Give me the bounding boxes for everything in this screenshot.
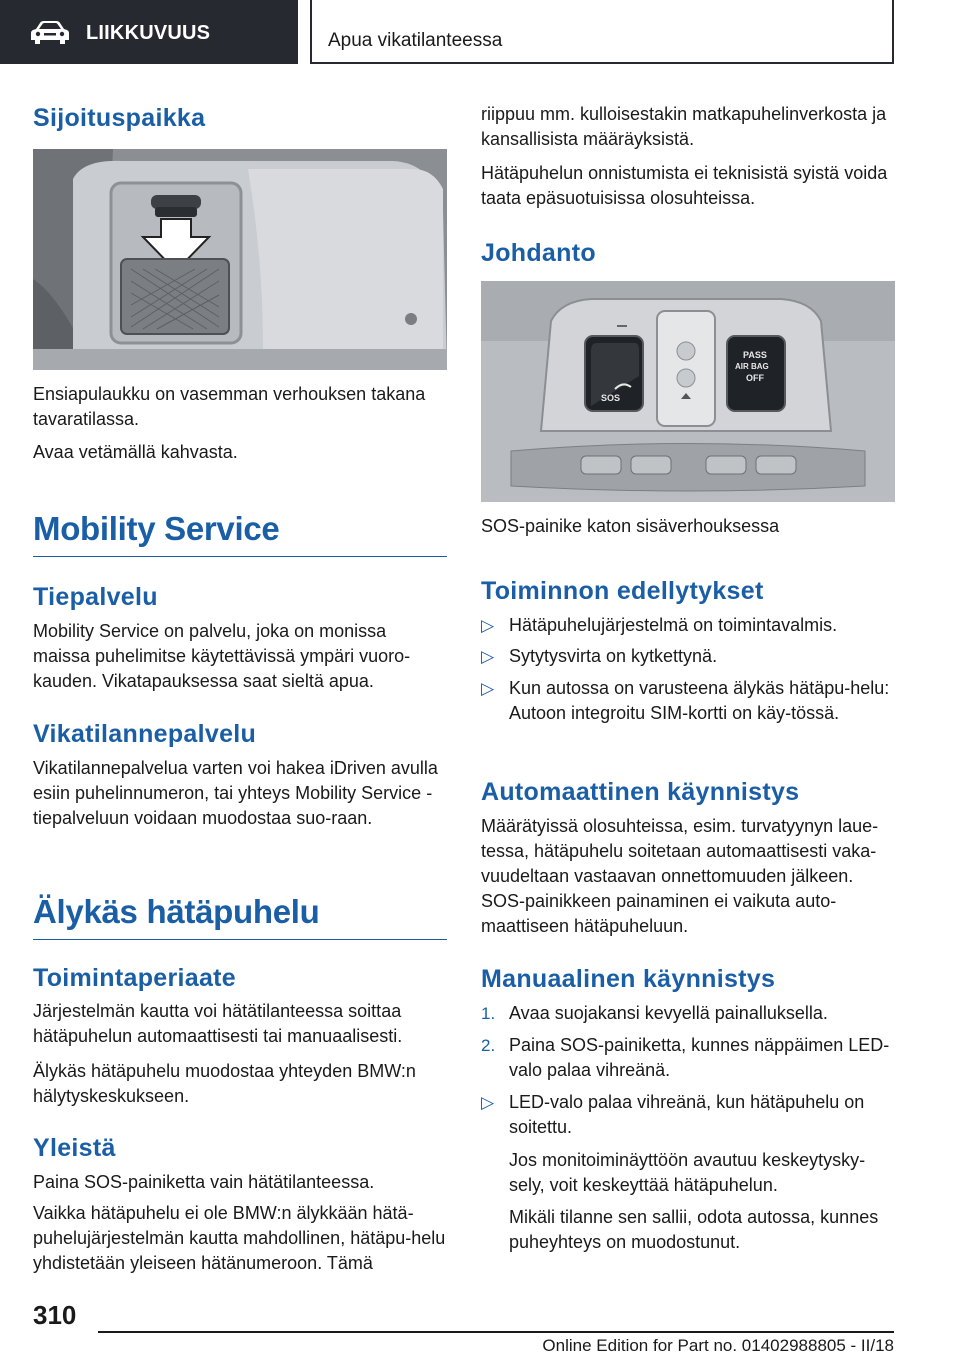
- chapter-box: [310, 0, 894, 64]
- toimintaperiaate-paragraph-2: Älykäs hätäpuhelu muodostaa yhteyden BMW:n hälytyskeskukseen.: [33, 1061, 416, 1106]
- section-label: LIIKKUVUUS: [86, 22, 211, 44]
- johdanto-heading: Johdanto: [481, 239, 596, 267]
- manual-note-text: Jos monitoiminäyttöön avautuu keskeytysky-sely, voit keskeyttää hätäpuhelun.: [509, 1150, 866, 1195]
- alykas-hatapuhelu-heading: Älykäs hätäpuhelu: [33, 893, 447, 940]
- step-number: 1.: [481, 1004, 496, 1023]
- sijoituspaikka-paragraph-1: Ensiapulaukku on vasemman verhouksen takana tavaratilassa.: [33, 384, 426, 429]
- vikatilannepalvelu-paragraph: Vikatilannepalvelua varten voi hakea iDriven avulla esiin puhelinnumeron, tai yhteys Mobility Service -tiepalveluun voidaan muodostaa suo-raan.: [33, 758, 438, 828]
- step-number: 2.: [481, 1036, 496, 1055]
- sijoituspaikka-paragraph-2: Avaa vetämällä kahvasta.: [33, 442, 238, 462]
- tiepalvelu-heading: Tiepalvelu: [33, 583, 158, 611]
- edellytykset-item-text: Kun autossa on varusteena älykäs hätäpu-helu: Autoon integroitu SIM-kortti on käy-tössä.: [509, 678, 890, 723]
- continued-paragraph-1: riippuu mm. kulloisestakin matkapuhelinverkosta ja kansallisista määräyksistä.: [481, 104, 887, 149]
- first-aid-compartment-photo: [33, 149, 447, 370]
- section-tab: [0, 0, 298, 64]
- footer-divider: [98, 1331, 894, 1333]
- yleista-paragraph-1: Paina SOS-painiketta vain hätätilanteessa.: [33, 1172, 375, 1192]
- manuaalinen-heading: Manuaalinen käynnistys: [481, 965, 776, 993]
- manual-step-text: Avaa suojakansi kevyellä painalluksella.: [509, 1003, 828, 1023]
- manual-step-text: Paina SOS-painiketta, kunnes näppäimen LED-valo palaa vihreänä.: [509, 1035, 890, 1080]
- triangle-bullet-icon: ▷: [481, 1093, 495, 1112]
- manual-note-text: Mikäli tilanne sen sallii, odota autossa, kunnes puheyhteys on muodostunut.: [509, 1207, 879, 1252]
- vikatilannepalvelu-heading: Vikatilannepalvelu: [33, 720, 257, 748]
- edition-info: Online Edition for Part no. 01402988805 - II/18: [542, 1336, 894, 1355]
- automaattinen-paragraph: Määrätyissä olosuhteissa, esim. turvatyynyn laue-tessa, hätäpuhelu soitetaan automaattisesti vaka-vuudeltaan vastaavan onnettomuuden jälkeen. SOS-painikkeen painaminen ei vaikuta auto-maattiseen hätäpuheluun.: [481, 816, 879, 936]
- sos-label: SOS: [601, 393, 621, 403]
- tiepalvelu-paragraph: Mobility Service on palvelu, joka on monissa maissa puhelimitse käytettävissä ympäri vuoro-kauden. Vikatapauksessa saat sieltä apua.: [33, 621, 411, 691]
- automaattinen-heading: Automaattinen käynnistys: [481, 778, 800, 806]
- page-number: 310: [33, 1300, 77, 1330]
- yleista-heading: Yleistä: [33, 1134, 116, 1162]
- triangle-bullet-icon: ▷: [481, 647, 495, 666]
- yleista-paragraph-2: Vaikka hätäpuhelu ei ole BMW:n älykkään hätä-puhelujärjestelmän kautta mahdollinen, hätäpu-helu yhdistetään yleiseen hätänumeroon. Tämä: [33, 1203, 446, 1273]
- mobility-service-heading: Mobility Service: [33, 510, 447, 557]
- sos-button-photo: [481, 281, 895, 502]
- toimintaperiaate-heading: Toimintaperiaate: [33, 964, 236, 992]
- page-header: [0, 0, 960, 66]
- pass-label: PASS: [743, 350, 767, 360]
- off-label: OFF: [746, 373, 764, 383]
- triangle-bullet-icon: ▷: [481, 679, 495, 698]
- edellytykset-item-text: Hätäpuhelujärjestelmä on toimintavalmis.: [509, 615, 838, 635]
- airbag-label: AIR BAG: [735, 362, 769, 371]
- edellytykset-item-text: Sytytysvirta on kytkettynä.: [509, 646, 718, 666]
- manual-result-text: LED-valo palaa vihreänä, kun hätäpuhelu on soitettu.: [509, 1092, 865, 1137]
- triangle-bullet-icon: ▷: [481, 616, 495, 635]
- toimintaperiaate-paragraph-1: Järjestelmän kautta voi hätätilanteessa soittaa hätäpuhelun automaattisesti tai manuaalisesti.: [33, 1001, 403, 1046]
- continued-paragraph-2: Hätäpuhelun onnistumista ei teknisistä syistä voida taata epäsuotuisissa olosuhteissa.: [481, 163, 888, 208]
- sos-photo-caption: SOS-painike katon sisäverhouksessa: [481, 516, 780, 536]
- chapter-title: Apua vikatilanteessa: [328, 30, 503, 51]
- edellytykset-heading: Toiminnon edellytykset: [481, 577, 764, 605]
- sijoituspaikka-heading: Sijoituspaikka: [33, 104, 206, 132]
- car-icon: [30, 20, 70, 46]
